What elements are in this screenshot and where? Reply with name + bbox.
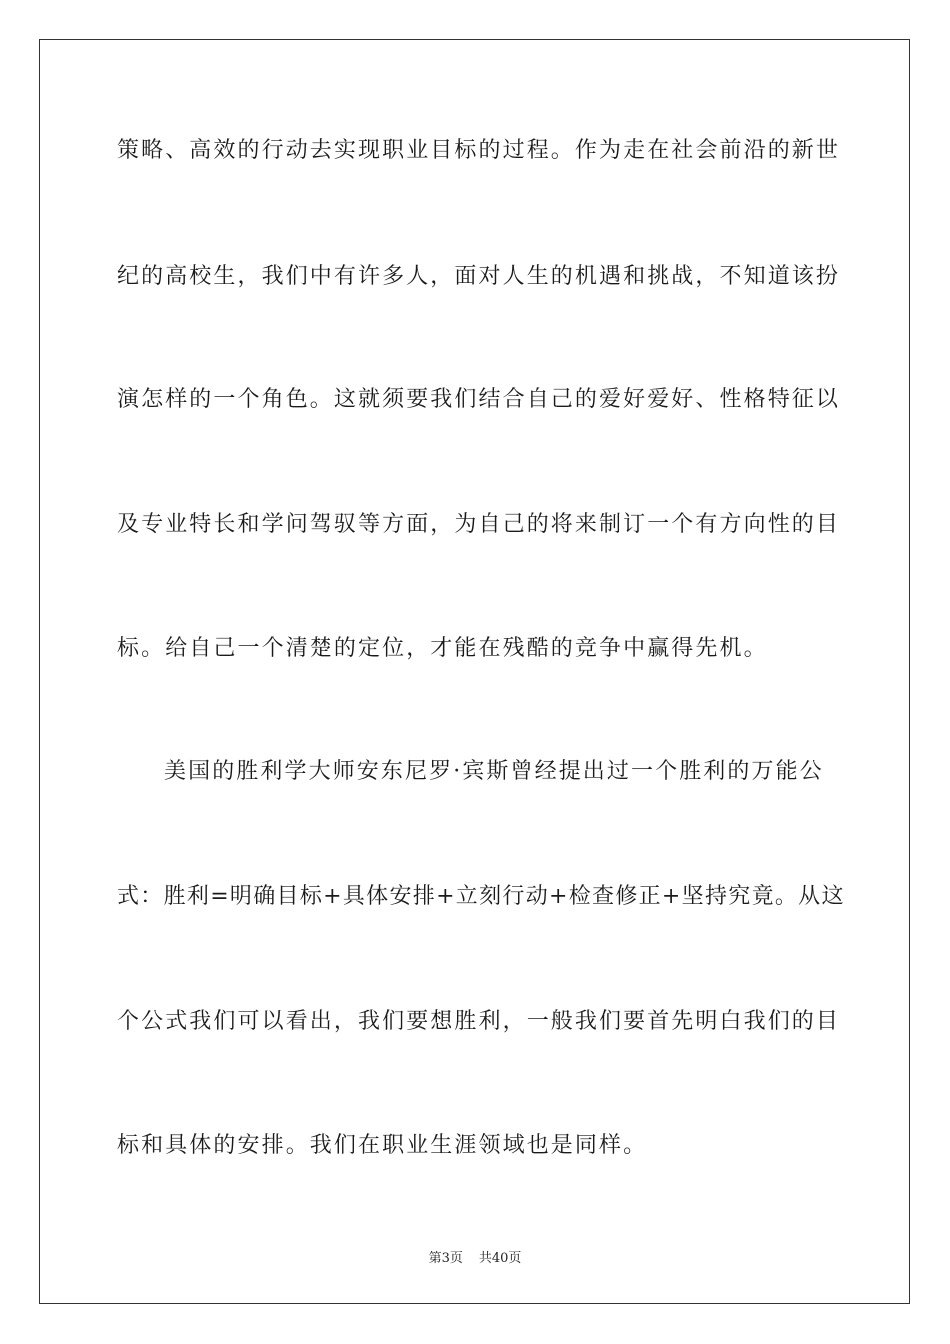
paragraph-line: 标。给自己一个清楚的定位，才能在残酷的竞争中赢得先机。 xyxy=(117,636,768,661)
page-number: 第3页 xyxy=(428,1251,463,1266)
paragraph-line: 标和具体的安排。我们在职业生涯领域也是同样。 xyxy=(117,1133,648,1158)
paragraph-line: 及专业特长和学问驾驭等方面，为自己的将来制订一个有方向性的目 xyxy=(117,512,841,537)
paragraph-line: 个公式我们可以看出，我们要想胜利，一般我们要首先明白我们的目 xyxy=(117,1009,841,1034)
paragraph-line: 式：胜利=明确目标+具体安排+立刻行动+检查修正+坚持究竟。从这 xyxy=(117,884,845,909)
paragraph-line: 纪的高校生，我们中有许多人，面对人生的机遇和挑战，不知道该扮 xyxy=(117,264,841,289)
paragraph-line-indented: 美国的胜利学大师安东尼罗·宾斯曾经提出过一个胜利的万能公 xyxy=(164,759,824,784)
page-footer xyxy=(0,1247,950,1266)
paragraph-line: 演怎样的一个角色。这就须要我们结合自己的爱好爱好、性格特征以 xyxy=(117,387,841,412)
total-pages: 共40页 xyxy=(478,1251,522,1266)
paragraph-line: 策略、高效的行动去实现职业目标的过程。作为走在社会前沿的新世 xyxy=(117,138,841,163)
page-border xyxy=(39,39,910,1304)
